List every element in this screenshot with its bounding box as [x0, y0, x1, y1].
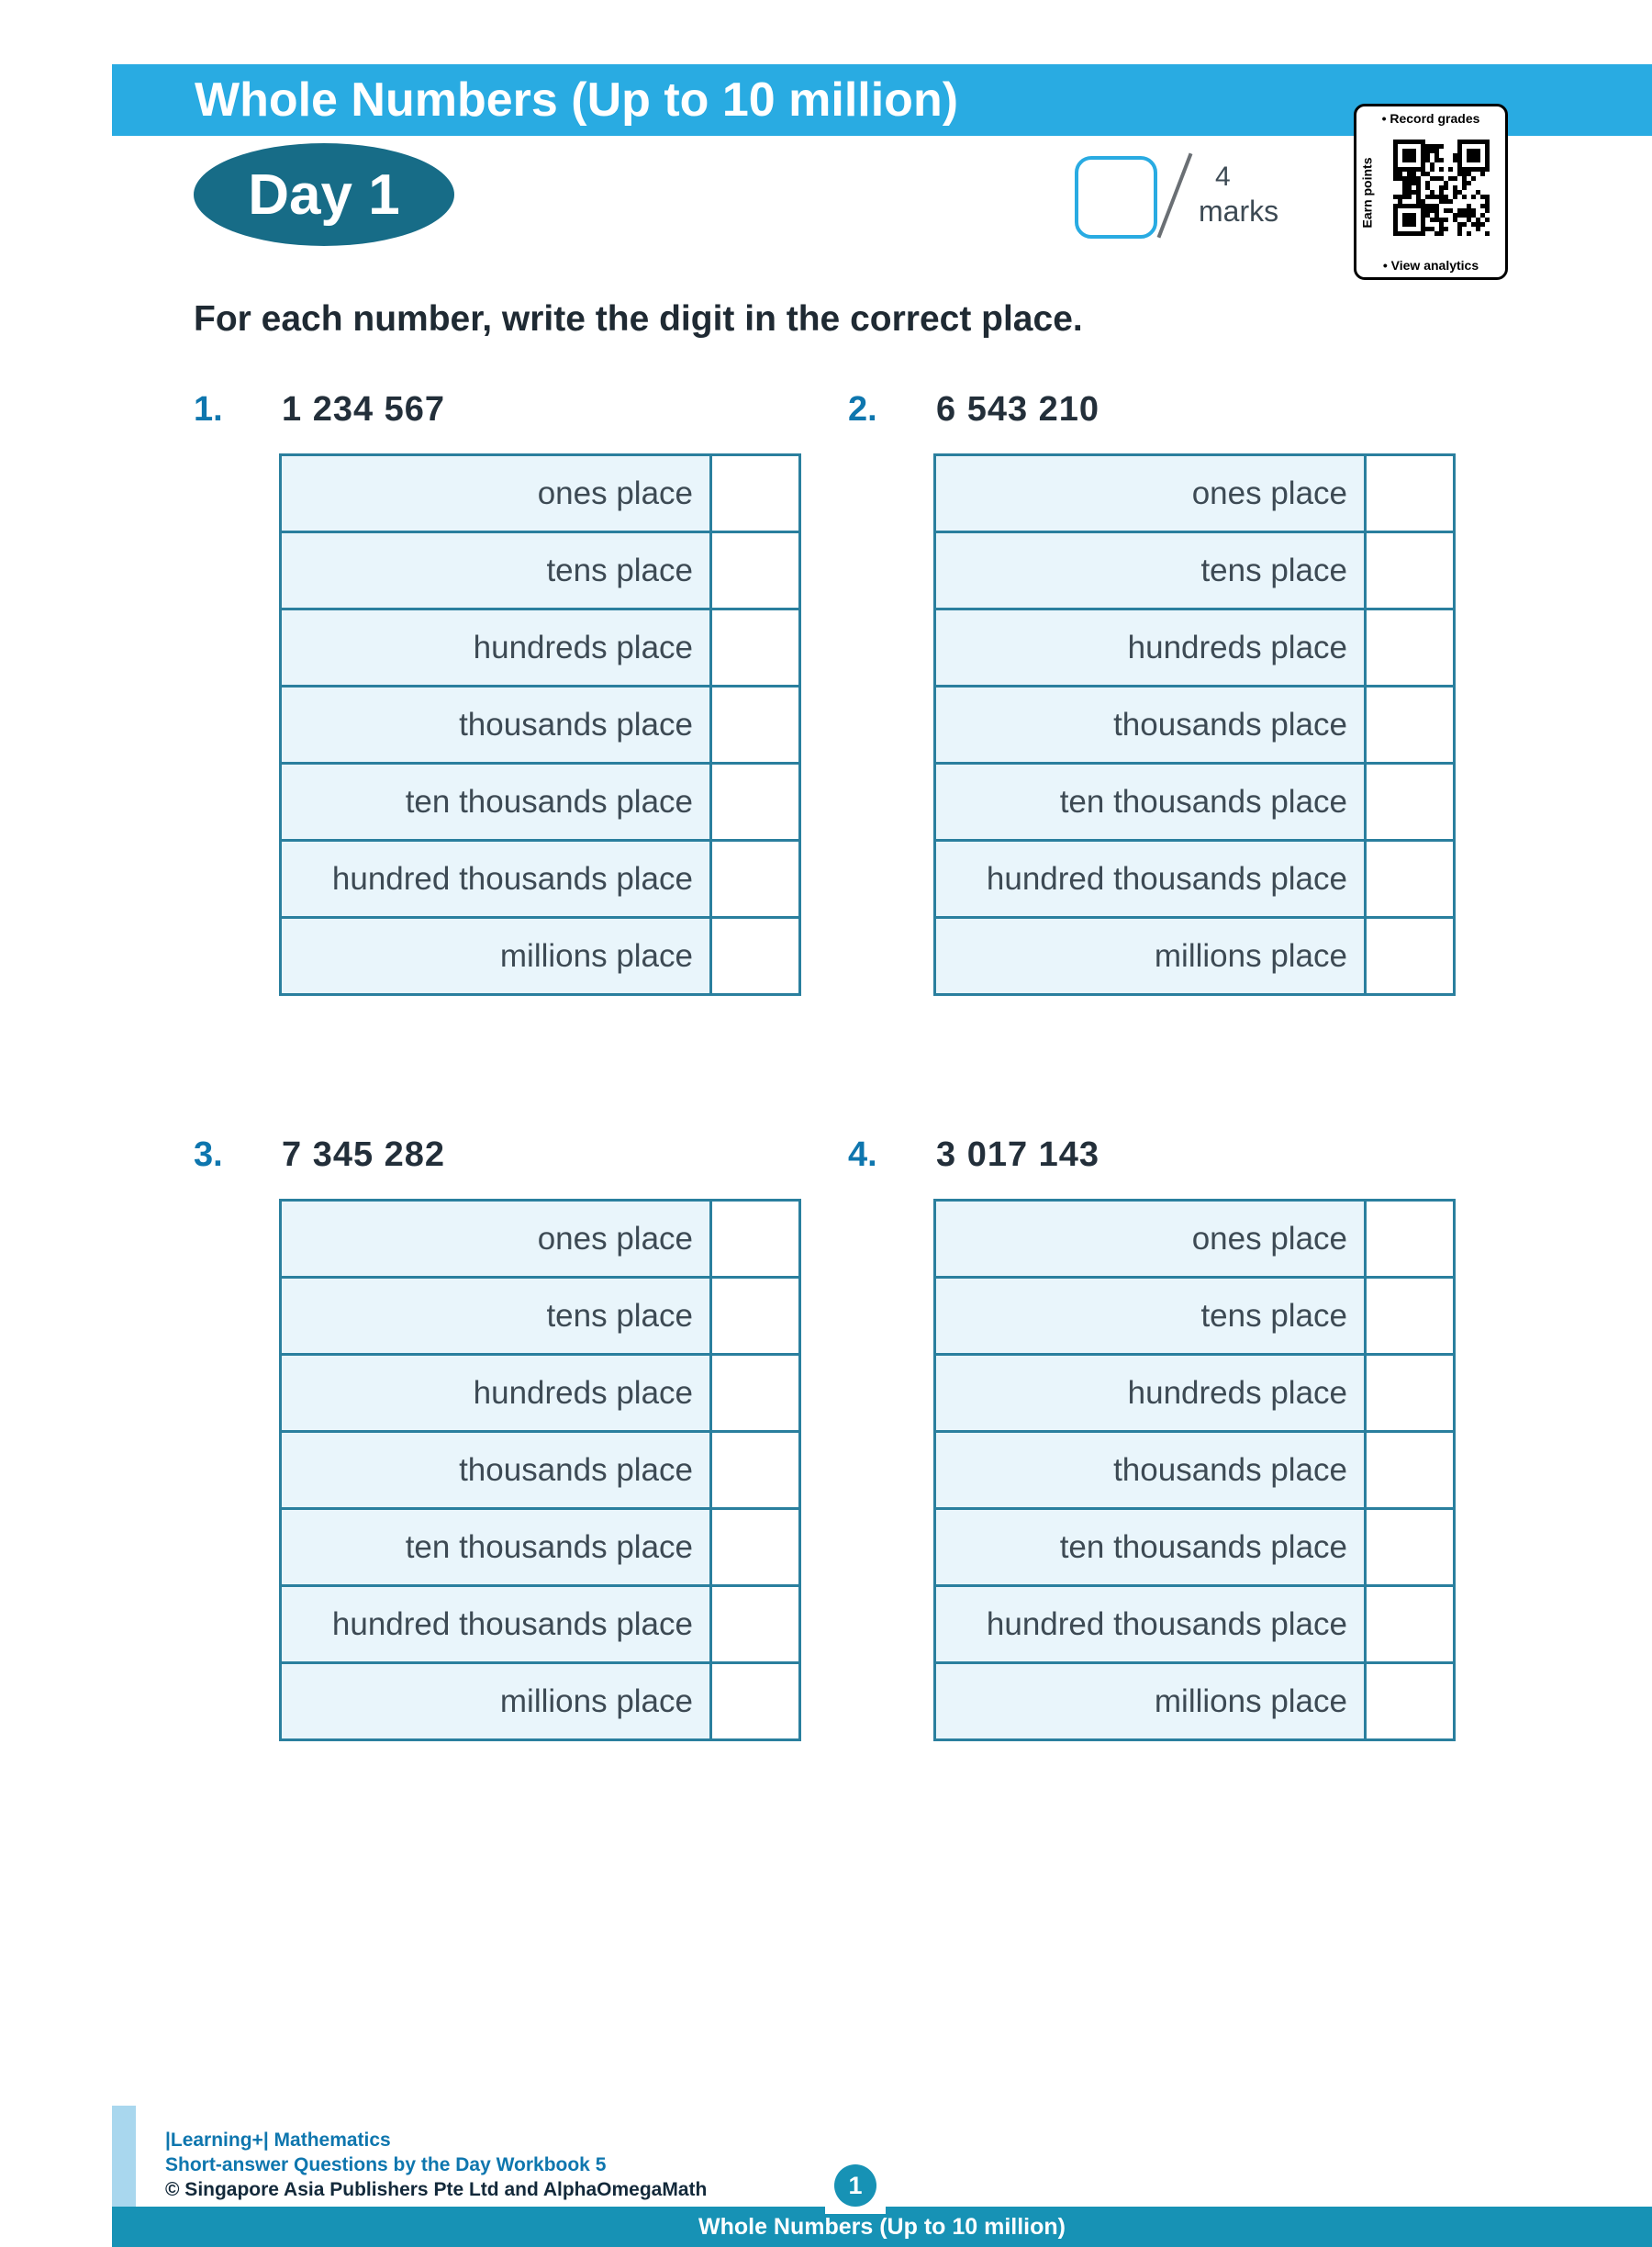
question-3	[194, 1135, 818, 1741]
place-label: ones place	[282, 1202, 709, 1276]
question-value: 3 017 143	[936, 1135, 1100, 1174]
place-label: tens place	[936, 1279, 1364, 1353]
place-value-table	[279, 453, 801, 996]
answer-cell[interactable]	[709, 842, 798, 916]
place-label: ten thousands place	[282, 1510, 709, 1584]
place-label: millions place	[282, 1664, 709, 1738]
answer-cell[interactable]	[709, 1202, 798, 1276]
place-value-table	[933, 453, 1456, 996]
page-number-badge	[834, 2164, 876, 2207]
place-row	[282, 1353, 798, 1430]
answer-cell[interactable]	[1364, 1356, 1453, 1430]
answer-cell[interactable]	[709, 1356, 798, 1430]
footer-series: Short-answer Questions by the Day Workbook 5	[165, 2154, 607, 2175]
place-label: ones place	[936, 456, 1364, 531]
place-row	[282, 456, 798, 531]
place-row	[282, 1276, 798, 1353]
answer-cell[interactable]	[709, 919, 798, 993]
section-bottom-bar-label: Whole Numbers (Up to 10 million)	[698, 2214, 1066, 2240]
place-row	[282, 608, 798, 685]
place-row	[936, 1507, 1453, 1584]
place-row	[936, 839, 1453, 916]
place-row	[936, 1276, 1453, 1353]
place-row	[282, 916, 798, 993]
place-label: millions place	[282, 919, 709, 993]
question-number: 2.	[848, 390, 877, 429]
question-value: 7 345 282	[282, 1135, 446, 1174]
place-label: ten thousands place	[282, 765, 709, 839]
place-row	[282, 1430, 798, 1507]
place-label: hundreds place	[282, 610, 709, 685]
marks-unit-label: marks	[1199, 195, 1279, 228]
marks-slash	[1157, 153, 1193, 239]
place-label: millions place	[936, 919, 1364, 993]
place-label: tens place	[936, 533, 1364, 608]
question-number: 4.	[848, 1135, 877, 1174]
answer-cell[interactable]	[709, 533, 798, 608]
instruction-text: For each number, write the digit in the correct place.	[194, 299, 1083, 339]
place-label: millions place	[936, 1664, 1364, 1738]
place-label: hundreds place	[936, 1356, 1364, 1430]
answer-cell[interactable]	[709, 1279, 798, 1353]
answer-cell[interactable]	[1364, 1433, 1453, 1507]
answer-cell[interactable]	[1364, 1664, 1453, 1738]
question-value: 1 234 567	[282, 390, 446, 429]
answer-cell[interactable]	[1364, 1587, 1453, 1661]
place-row	[936, 1202, 1453, 1276]
place-label: thousands place	[282, 688, 709, 762]
place-label: ones place	[282, 456, 709, 531]
answer-cell[interactable]	[1364, 1279, 1453, 1353]
place-label: hundreds place	[282, 1356, 709, 1430]
marks-score-box[interactable]	[1075, 156, 1157, 239]
place-value-table	[279, 1199, 801, 1741]
place-label: thousands place	[282, 1433, 709, 1507]
question-value: 6 543 210	[936, 390, 1100, 429]
place-row	[936, 1584, 1453, 1661]
place-row	[936, 531, 1453, 608]
marks-total: 4	[1215, 162, 1231, 192]
place-row	[936, 608, 1453, 685]
answer-cell[interactable]	[1364, 610, 1453, 685]
place-label: thousands place	[936, 688, 1364, 762]
place-row	[282, 1507, 798, 1584]
place-label: hundred thousands place	[936, 1587, 1364, 1661]
footer	[165, 2128, 707, 2202]
question-number: 3.	[194, 1135, 223, 1174]
qr-top-label: • Record grades	[1381, 111, 1480, 126]
answer-cell[interactable]	[709, 688, 798, 762]
answer-cell[interactable]	[709, 1664, 798, 1738]
answer-cell[interactable]	[1364, 919, 1453, 993]
day-badge	[194, 143, 454, 246]
answer-cell[interactable]	[1364, 765, 1453, 839]
place-label: hundreds place	[936, 610, 1364, 685]
qr-code	[1393, 140, 1490, 236]
place-row	[282, 1202, 798, 1276]
answer-cell[interactable]	[709, 456, 798, 531]
place-label: tens place	[282, 533, 709, 608]
place-label: ten thousands place	[936, 765, 1364, 839]
answer-cell[interactable]	[709, 610, 798, 685]
place-label: hundred thousands place	[936, 842, 1364, 916]
place-label: hundred thousands place	[282, 1587, 709, 1661]
question-4	[848, 1135, 1472, 1741]
place-label: hundred thousands place	[282, 842, 709, 916]
answer-cell[interactable]	[1364, 688, 1453, 762]
answer-cell[interactable]	[709, 765, 798, 839]
place-label: ones place	[936, 1202, 1364, 1276]
footer-copyright: © Singapore Asia Publishers Pte Ltd and AlphaOmegaMath	[165, 2179, 708, 2200]
qr-bottom-label: • View analytics	[1382, 258, 1479, 273]
place-row	[936, 456, 1453, 531]
place-row	[936, 1430, 1453, 1507]
day-badge-label: Day 1	[248, 162, 400, 227]
qr-panel	[1354, 104, 1508, 280]
place-label: ten thousands place	[936, 1510, 1364, 1584]
page-number: 1	[848, 2171, 863, 2199]
answer-cell[interactable]	[709, 1587, 798, 1661]
place-row	[282, 1661, 798, 1738]
place-row	[936, 685, 1453, 762]
place-row	[936, 1661, 1453, 1738]
place-row	[936, 916, 1453, 993]
place-row	[282, 1584, 798, 1661]
question-2	[848, 390, 1472, 996]
answer-cell[interactable]	[709, 1433, 798, 1507]
place-row	[936, 762, 1453, 839]
place-row	[282, 839, 798, 916]
place-row	[282, 531, 798, 608]
answer-cell[interactable]	[1364, 456, 1453, 531]
place-label: tens place	[282, 1279, 709, 1353]
place-row	[282, 762, 798, 839]
place-row	[282, 685, 798, 762]
answer-cell[interactable]	[1364, 533, 1453, 608]
qr-side-label: Earn points	[1359, 157, 1375, 229]
answer-cell[interactable]	[1364, 842, 1453, 916]
place-value-table	[933, 1199, 1456, 1741]
footer-brand: |Learning+| Mathematics	[165, 2130, 391, 2151]
answer-cell[interactable]	[1364, 1202, 1453, 1276]
question-1	[194, 390, 818, 996]
answer-cell[interactable]	[1364, 1510, 1453, 1584]
answer-cell[interactable]	[709, 1510, 798, 1584]
question-number: 1.	[194, 390, 223, 429]
chapter-title: Whole Numbers (Up to 10 million)	[195, 73, 959, 127]
place-label: thousands place	[936, 1433, 1364, 1507]
place-row	[936, 1353, 1453, 1430]
page-edge-tab	[112, 2106, 136, 2207]
